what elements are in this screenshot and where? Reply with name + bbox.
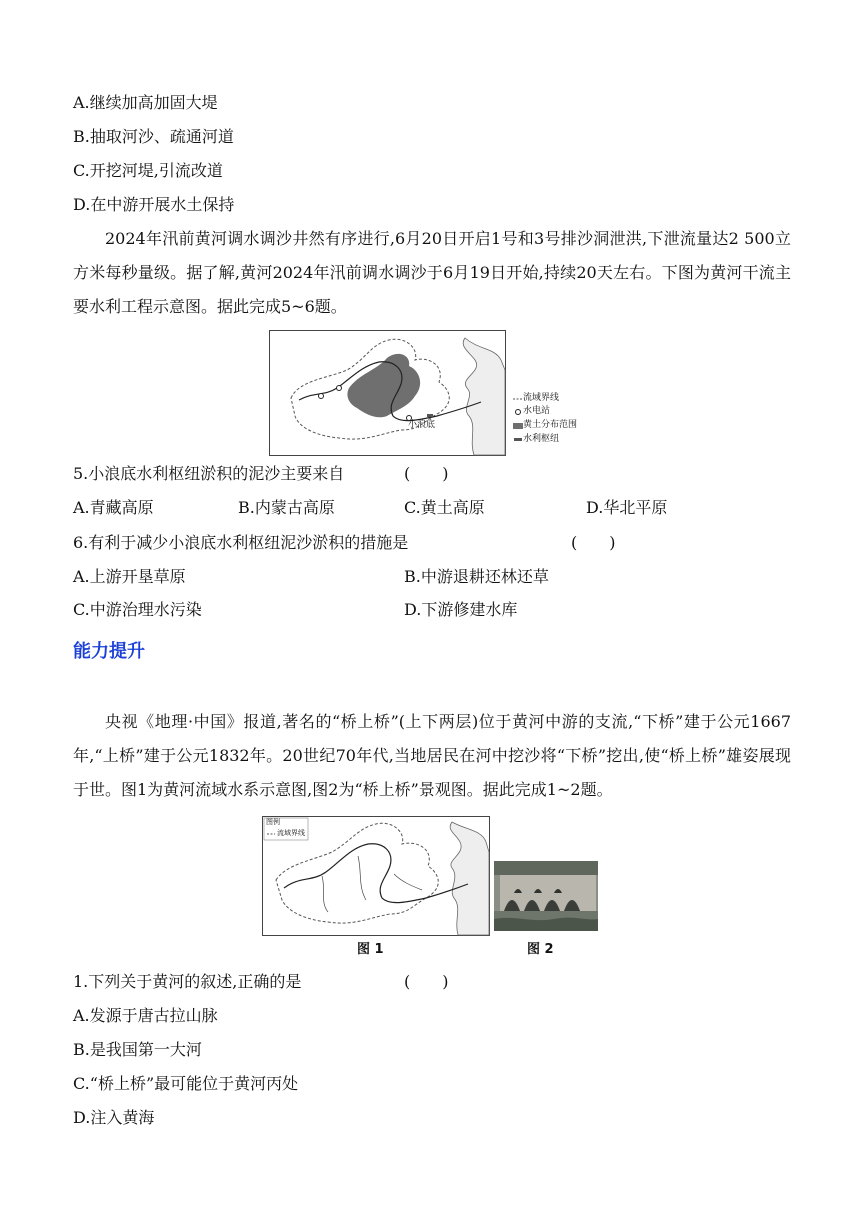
question-5-option-b: B.内蒙古高原	[238, 498, 335, 517]
fig1-legend-title: 图例	[266, 818, 280, 826]
passage-water-sediment: 2024年汛前黄河调水调沙井然有序进行,6月20日开启1号和3号排沙洞泄洪,下泄流量达2 500立方米每秒量级。据了解,黄河2024年汛前调水调沙于6月19日开始,持续20天左右。下图为黄河干流主要水利工程示意图。据此完成5~6题。	[73, 229, 791, 316]
option-a: A.继续加高加固大堤	[73, 93, 218, 112]
question-1-option-b: B.是我国第一大河	[73, 1040, 202, 1059]
question-6-option-b: B.中游退耕还林还草	[404, 567, 549, 586]
question-5-stem: 5.小浪底水利枢纽淤积的泥沙主要来自	[73, 464, 345, 483]
bridge-on-bridge-photo	[494, 861, 598, 931]
section-title: 能力提升	[73, 641, 145, 662]
question-1-option-a: A.发源于唐古拉山脉	[73, 1006, 218, 1025]
question-6-option-a: A.上游开垦草原	[73, 567, 186, 586]
question-1-option-d: D.注入黄海	[73, 1108, 155, 1127]
map1-legend-station: 水电站	[523, 406, 551, 416]
question-5-option-a: A.青藏高原	[73, 498, 154, 517]
map1-place-xiaolangdi: 小浪底	[408, 420, 436, 430]
question-5-answer-blank: ( )	[404, 464, 449, 483]
passage-bridge-on-bridge: 央视《地理·中国》报道,著名的“桥上桥”(上下两层)位于黄河中游的支流,“下桥”建于公元1667年,“上桥”建于公元1832年。20世纪70年代,当地居民在河中挖沙将“下桥”挖出,使“桥上桥”雄姿展现于世。图1为黄河流域水系示意图,图2为“桥上桥”景观图。据此完成1~2题。	[73, 712, 791, 799]
question-1-option-c: C.“桥上桥”最可能位于黄河丙处	[73, 1074, 299, 1093]
fig1-legend-boundary: 流域界线	[277, 829, 305, 837]
fig1-caption: 图 1	[357, 942, 384, 957]
option-c: C.开挖河堤,引流改道	[73, 161, 223, 180]
question-6-answer-blank: ( )	[571, 533, 616, 552]
map1-legend-project: 水利枢纽	[523, 434, 560, 444]
question-6-option-d: D.下游修建水库	[404, 600, 518, 619]
question-1-answer-blank: ( )	[404, 972, 449, 991]
map1-legend-boundary: 流域界线	[523, 393, 560, 403]
option-b: B.抽取河沙、疏通河道	[73, 127, 234, 146]
option-d: D.在中游开展水土保持	[73, 195, 235, 214]
fig2-caption: 图 2	[527, 942, 554, 957]
question-6-stem: 6.有利于减少小浪底水利枢纽泥沙淤积的措施是	[73, 533, 409, 552]
question-5-option-c: C.黄土高原	[404, 498, 485, 517]
question-1-stem: 1.下列关于黄河的叙述,正确的是	[73, 972, 302, 991]
question-5-option-d: D.华北平原	[586, 498, 668, 517]
question-6-option-c: C.中游治理水污染	[73, 600, 202, 619]
map1-legend-loess: 黄土分布范围	[523, 420, 578, 430]
